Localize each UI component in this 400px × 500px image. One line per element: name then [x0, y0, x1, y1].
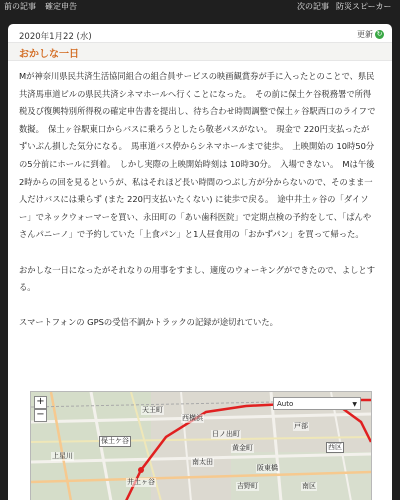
chevron-down-icon: ▼: [352, 401, 357, 408]
post-title-bar: [8, 42, 392, 61]
map-type-select[interactable]: [273, 397, 361, 410]
track-start-marker: [138, 467, 144, 473]
prev-article-link[interactable]: 前の記事: [4, 2, 36, 11]
map-label: 阪東橋: [257, 464, 278, 472]
paragraph-3: スマートフォンの GPSの受信不調かトラックの記録が途切れていた。: [19, 317, 278, 328]
paragraph-2: おかしな一日になったがそれなりの用事をすまし、適度のウォーキングができたので、よしとする。: [19, 264, 376, 293]
update-button[interactable]: [357, 29, 384, 40]
post-date: 2020年1月22 (水): [19, 32, 92, 42]
map-label: 日ノ出町: [212, 430, 240, 438]
next-article-link[interactable]: 次の記事: [297, 2, 329, 11]
map-type-value: Auto: [277, 400, 294, 408]
refresh-icon: ↻: [376, 30, 383, 38]
zoom-out-button[interactable]: −: [34, 409, 47, 422]
post-body: [19, 68, 377, 332]
confirm-article-link[interactable]: 確定申告: [45, 2, 77, 11]
map-label: 天王町: [142, 406, 163, 414]
article-card: [8, 24, 392, 500]
post-title: おかしな一日: [19, 49, 79, 60]
map-label: 西横浜: [182, 414, 203, 422]
map-label: 黄金町: [232, 444, 253, 452]
update-label: 更新: [357, 30, 373, 39]
map-label: 南区: [302, 482, 316, 490]
top-navigation: [0, 0, 400, 14]
speaker-article-link[interactable]: 防災スピーカー: [336, 2, 392, 11]
zoom-in-button[interactable]: +: [34, 396, 47, 409]
map-label: 井土ヶ谷: [127, 478, 155, 486]
map-label: 南太田: [192, 458, 213, 466]
map-label: 戸部: [294, 422, 308, 430]
map-label: 上星川: [52, 452, 73, 460]
map-label: 西区: [328, 443, 342, 451]
map-label: 吉野町: [237, 482, 258, 490]
gps-track-map[interactable]: [30, 391, 372, 500]
paragraph-1: Mが神奈川県民共済生活協同組合の組合員サービスの映画観賞券が手に入ったとのことで、県民共済馬車道ビルの県民共済シネマホールへ行くことになった。 その前に保土ケ谷税務署で所得税及び復興特別所得税の確定申告書を提出し、待ち合わせ時間調整で保土ヶ谷駅西口のライフで数擬。 保土ヶ谷駅東口からバスに乗ろうとしたら敬老パスがない。 現金で 220円支払ったがずいぶん損した気分になる。 馬車道バス停からシネマホールまで徒歩。 上映開始の 10時50分の5分前にホールに到着。 しかし実際の上映開始時刻は 10時30分。 入場できない。 Mは午後2時からの回を見るというが、私はそれほど長い時間のつぶし方が分からないので、そのまま一人だけバスには乗らず (また 220円支払いたくない) に徒歩で戻る。 途中井土ヶ谷の「ダイソー」でネックウォーマーを買い、永田町の「あい歯科医院」で定期点検の予約をして、「ぱんやさんパニーノ」で予約していた「上食パン」と1人昼食用の「おかずパン」を買って帰った。: [19, 71, 376, 240]
map-label: 保土ケ谷: [101, 437, 129, 445]
